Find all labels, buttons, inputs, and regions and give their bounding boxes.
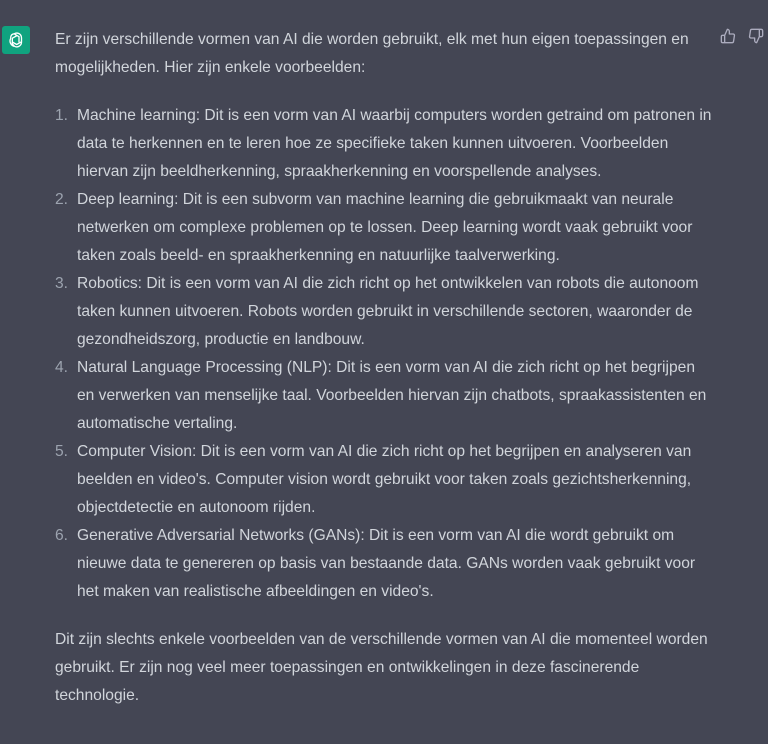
- feedback-buttons: [719, 27, 765, 45]
- list-item-number: 6.: [55, 527, 69, 544]
- list-item-text: Deep learning: Dit is een subvorm van machine learning die gebruikmaakt van neurale netwerken om complexe problemen op te lossen. Deep learning wordt vaak gebruikt voor taken zoals beeld- en spraakherkenning en natuurlijke taalverwerking.: [77, 191, 693, 264]
- list-item-number: 1.: [55, 107, 69, 124]
- list-item-number: 3.: [55, 275, 69, 292]
- list-item: [55, 270, 715, 354]
- list-item-text: Machine learning: Dit is een vorm van AI waarbij computers worden getraind om patronen in data te herkennen en te leren hoe ze specifieke taken kunnen uitvoeren. Voorbeelden hiervan zijn beeldherkenning, spraakherkenning en voorspellende analyses.: [77, 107, 712, 180]
- list-item-text: Generative Adversarial Networks (GANs): Dit is een vorm van AI die wordt gebruikt om nieuwe data te genereren op basis van bestaande data. GANs worden vaak gebruikt voor het maken van realistische afbeeldingen en video's.: [77, 527, 696, 600]
- thumbs-down-icon: [748, 28, 764, 44]
- intro-paragraph: Er zijn verschillende vormen van AI die worden gebruikt, elk met hun eigen toepassingen en mogelijkheden. Hier zijn enkele voorbeelden:: [55, 31, 689, 76]
- outro-paragraph: Dit zijn slechts enkele voorbeelden van de verschillende vormen van AI die momenteel worden gebruikt. Er zijn nog veel meer toepassingen en ontwikkelingen in deze fascinerende technologie.: [55, 631, 708, 704]
- list-item: [55, 438, 715, 522]
- list-item-number: 5.: [55, 443, 69, 460]
- list-item: [55, 186, 715, 270]
- message-content: [55, 26, 715, 710]
- thumbs-down-button[interactable]: [747, 27, 765, 45]
- thumbs-up-icon: [720, 28, 736, 44]
- list-item-text: Robotics: Dit is een vorm van AI die zich richt op het ontwikkelen van robots die autonoom taken kunnen uitvoeren. Robots worden gebruikt in verschillende sectoren, waaronder de gezondheidszorg, productie en landbouw.: [77, 275, 699, 348]
- list-item: [55, 354, 715, 438]
- list-item-number: 2.: [55, 191, 69, 208]
- thumbs-up-button[interactable]: [719, 27, 737, 45]
- assistant-avatar: [2, 26, 30, 54]
- ai-types-list: [55, 102, 715, 606]
- list-item: [55, 522, 715, 606]
- list-item: [55, 102, 715, 186]
- list-item-text: Computer Vision: Dit is een vorm van AI die zich richt op het begrijpen en analyseren van beelden en video's. Computer vision wordt gebruikt voor taken zoals gezichtsherkenning, objectdetectie en autonoom rijden.: [77, 443, 692, 516]
- list-item-number: 4.: [55, 359, 69, 376]
- list-item-text: Natural Language Processing (NLP): Dit is een vorm van AI die zich richt op het begrijpen en verwerken van menselijke taal. Voorbeelden hiervan zijn chatbots, spraakassistenten en automatische vertaling.: [77, 359, 707, 432]
- openai-logo-icon: [6, 30, 26, 50]
